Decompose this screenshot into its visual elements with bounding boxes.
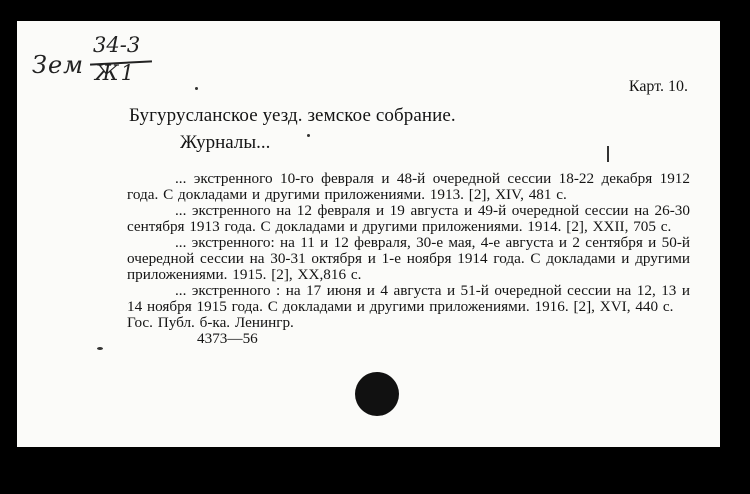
pencil-mark — [607, 146, 609, 162]
card-title: Бугурусланское уезд. земское собрание. — [129, 105, 456, 126]
card-number: Карт. 10. — [628, 78, 688, 95]
entry-3: ... экстренного: на 11 и 12 февраля, 30-е мая, 4-е августа и 2 сентября и 50-й очередной сессии на 30-31 октября и 1-е ноября 1914 года. С докладами и другими приложениями. 1915. [2], XX,816 с. — [127, 234, 690, 283]
shelfmark: 4373—56 — [197, 330, 258, 347]
catalog-card — [17, 21, 720, 447]
ink-speck — [97, 347, 103, 350]
entry-2: ... экстренного на 12 февраля и 19 августа и 49-й очередной сессии на 26-30 сентября 1913 года. С докладами и другими приложениями. 1914. [2], XXII, 705 с. — [127, 202, 690, 235]
ink-speck — [195, 87, 198, 90]
library-note: Гос. Публ. б-ка. Ленингр. — [127, 314, 294, 331]
entries-block — [127, 171, 690, 347]
entry-4: ... экстренного : на 17 июня и 4 августа и 51-й очередной сессии на 12, 13 и 14 ноября 1915 года. С докладами и другими приложениями. 1916. [2], XVI, 440 с. — [127, 282, 690, 315]
ink-blot — [355, 372, 399, 416]
ink-speck — [307, 134, 310, 137]
handwritten-prefix: Зем — [32, 51, 85, 79]
handwritten-denominator: Ж1 — [95, 61, 136, 85]
card-subtitle: Журналы... — [180, 132, 271, 153]
handwritten-numerator: 34-3 — [93, 33, 141, 57]
entry-1: ... экстренного 10-го февраля и 48-й очередной сессии 18-22 декабря 1912 года. С докладами и другими приложениями. 1913. [2], XIV, 481 с. — [127, 170, 690, 203]
